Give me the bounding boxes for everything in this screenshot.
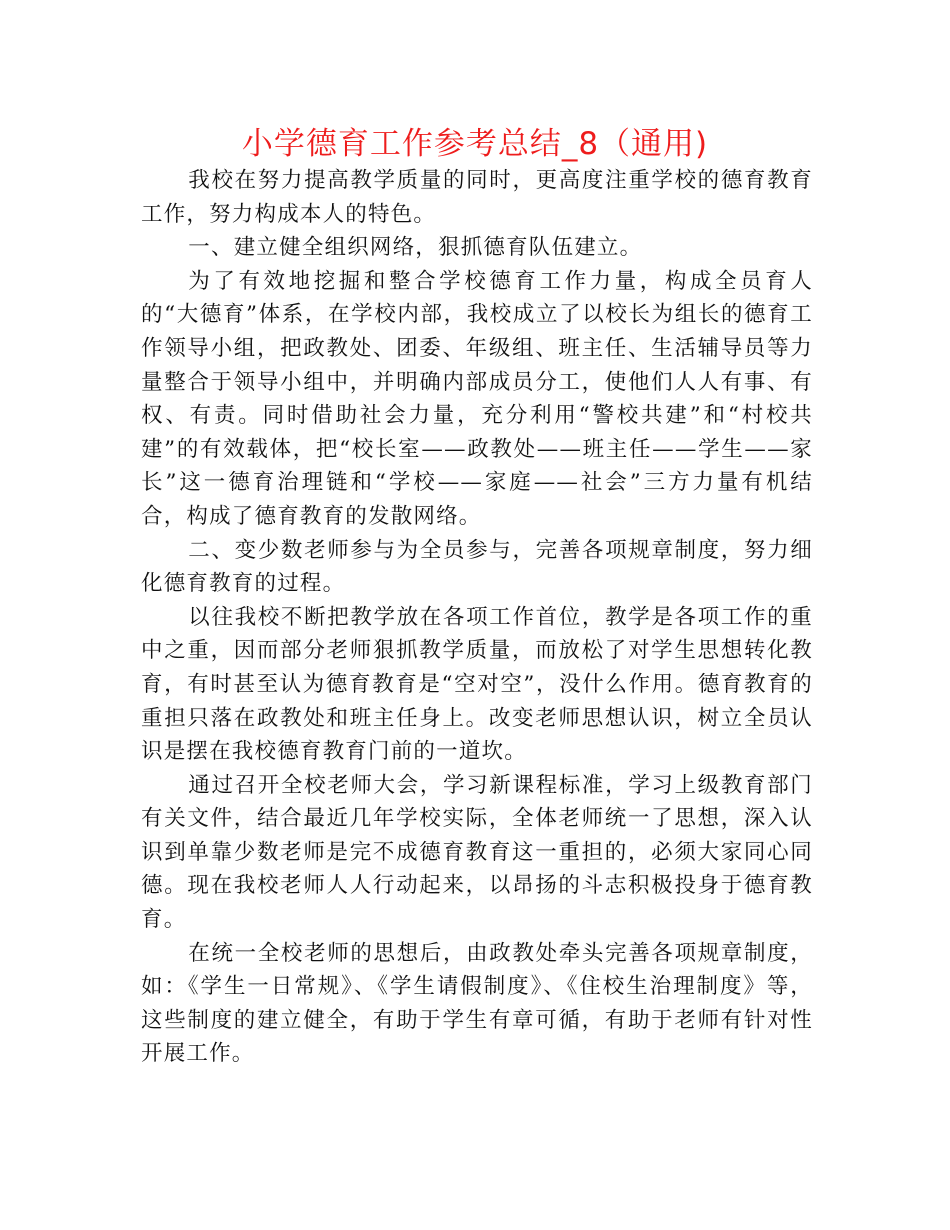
paragraph-regulations: 在统一全校老师的思想后，由政教处牵头完善各项规章制度，如：《学生一日常规》、《学生请假制度》、《住校生治理制度》等，这些制度的建立健全，有助于学生有章可循，有助于老师有针对性开展工作。 bbox=[141, 940, 813, 1067]
paragraph-organization: 为了有效地挖掘和整合学校德育工作力量，构成全员育人的“大德育”体系，在学校内部，我校成立了以校长为组长的德育工作领导小组，把政教处、团委、年级组、班主任、生活辅导员等力量整合于领导小组中，并明确内部成员分工，使他们人人有事、有权、有责。同时借助社会力量，充分利用“警校共建”和“村校共建”的有效载体，把“校长室——政教处——班主任——学生——家长”这一德育治理链和“学校——家庭——社会”三方力量有机结合，构成了德育教育的发散网络。 bbox=[141, 268, 813, 529]
paragraph-past-practice: 以往我校不断把教学放在各项工作首位，教学是各项工作的重中之重，因而部分老师狠抓教学质量，而放松了对学生思想转化教育，有时甚至认为德育教育是“空对空”，没什么作用。德育教育的重担只落在政教处和班主任身上。改变老师思想认识，树立全员认识是摆在我校德育教育门前的一道坎。 bbox=[141, 604, 813, 765]
document-body bbox=[141, 164, 813, 1071]
document-title: 小学德育工作参考总结_8（通用) bbox=[241, 126, 709, 162]
paragraph-heading-2: 二、变少数老师参与为全员参与，完善各项规章制度，努力细化德育教育的过程。 bbox=[141, 537, 813, 597]
paragraph-heading-1: 一、建立健全组织网络，狠抓德育队伍建立。 bbox=[188, 235, 643, 261]
paragraph-teacher-meeting: 通过召开全校老师大会，学习新课程标准，学习上级教育部门有关文件，结合最近几年学校实际，全体老师统一了思想，深入认识到单靠少数老师是完不成德育教育这一重担的，必须大家同心同德。现在我校老师人人行动起来，以昂扬的斗志积极投身于德育教育。 bbox=[141, 772, 813, 933]
paragraph-intro: 我校在努力提高教学质量的同时，更高度注重学校的德育教育工作，努力构成本人的特色。 bbox=[141, 168, 813, 227]
